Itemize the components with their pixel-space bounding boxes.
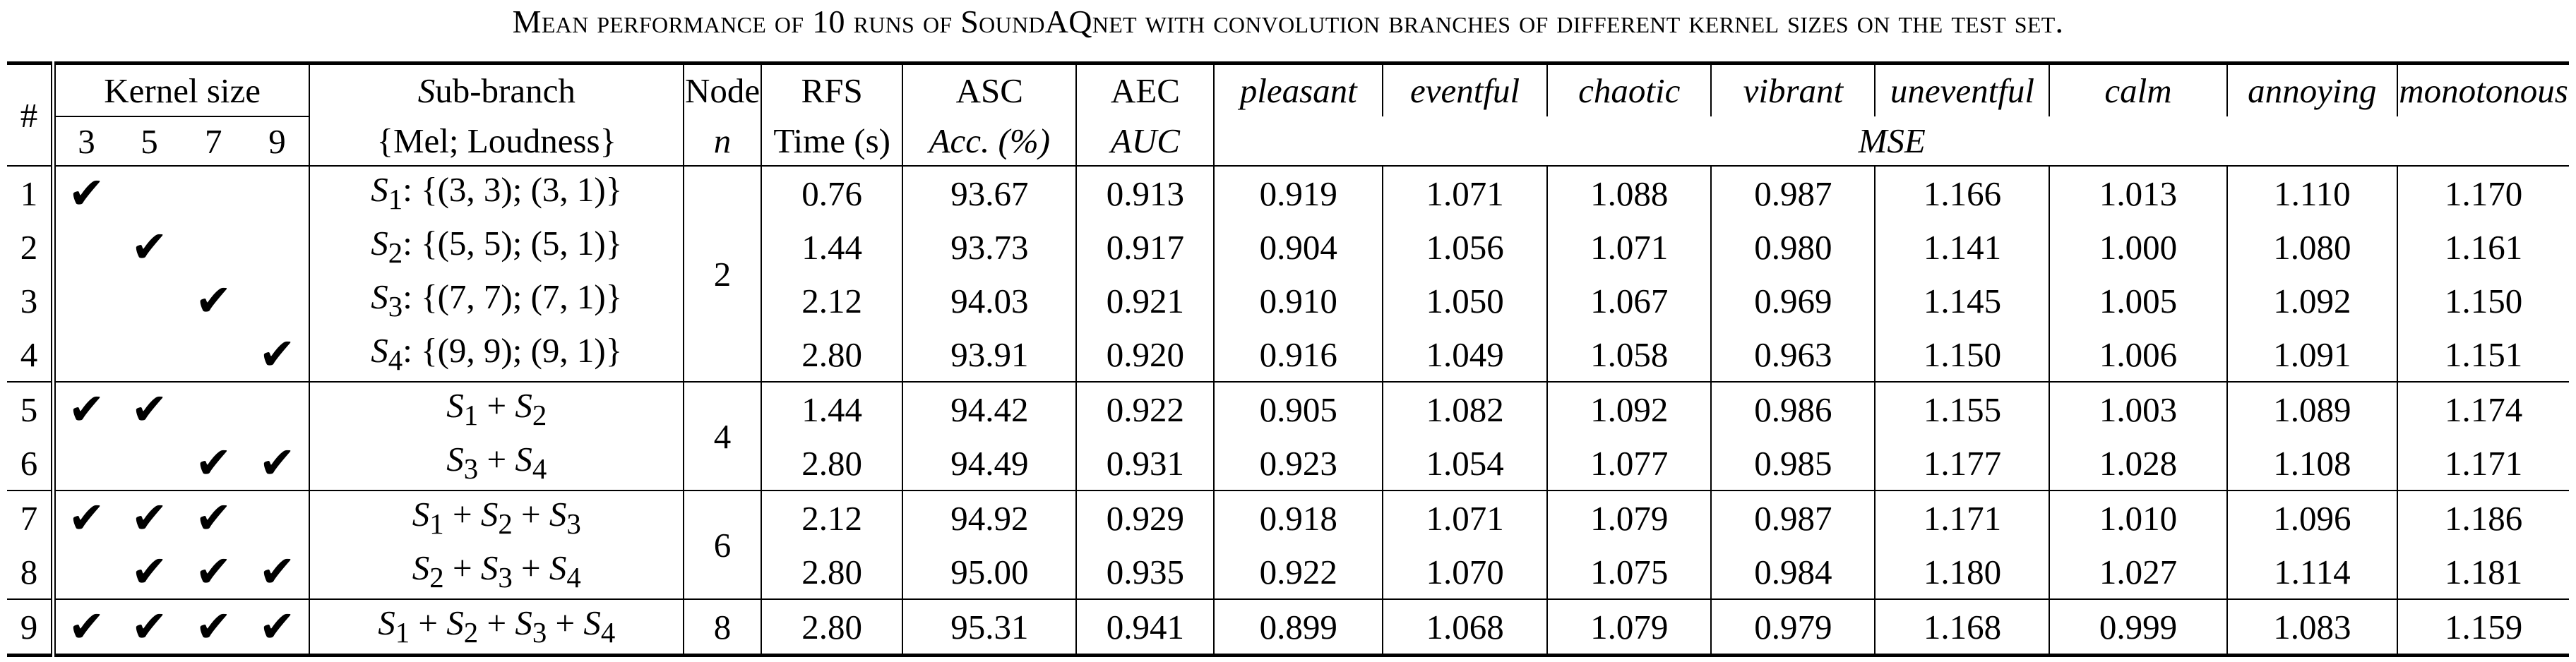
node-count: 4	[684, 382, 761, 491]
mse-chaotic: 1.067	[1547, 274, 1711, 327]
results-table	[7, 61, 2569, 657]
sub-branch-symbol: S	[446, 386, 464, 426]
mse-calm: 1.006	[2049, 327, 2226, 382]
checkmark-icon: ✔	[195, 275, 232, 326]
header-rfs-time: Time (s)	[761, 116, 903, 166]
sub-branch-index: 3	[498, 561, 513, 594]
checkmark-icon: ✔	[68, 167, 105, 219]
header-row-2	[7, 116, 2569, 166]
plus-sign: +	[512, 548, 549, 588]
kernel-cell	[53, 274, 117, 327]
mse-chaotic: 1.088	[1547, 166, 1711, 220]
header-attr-vibrant: vibrant	[1711, 64, 1875, 117]
kernel-cell	[181, 327, 246, 382]
header-kernel-3: 3	[53, 116, 117, 166]
plus-sign: +	[478, 603, 515, 643]
row-number: 5	[7, 382, 53, 436]
mse-pleasant: 0.905	[1214, 382, 1382, 436]
sub-branch-symbol: S	[549, 495, 567, 534]
sub-branch-cell	[309, 220, 684, 274]
mse-uneventful: 1.145	[1875, 274, 2049, 327]
mse-calm: 1.010	[2049, 491, 2226, 545]
sub-branch-index: 4	[566, 561, 581, 594]
checkmark-icon: ✔	[258, 546, 296, 597]
mse-calm: 1.027	[2049, 545, 2226, 599]
mse-calm: 0.999	[2049, 599, 2226, 656]
kernel-cell	[181, 599, 246, 656]
checkmark-icon: ✔	[195, 546, 232, 597]
checkmark-icon: ✔	[68, 601, 105, 652]
mse-calm: 1.013	[2049, 166, 2226, 220]
header-kernel-size: Kernel size	[53, 64, 309, 117]
kernel-cell	[246, 327, 310, 382]
header-rfs: RFS	[761, 64, 903, 117]
checkmark-icon: ✔	[131, 221, 168, 272]
mse-pleasant: 0.922	[1214, 545, 1382, 599]
mse-vibrant: 0.987	[1711, 166, 1875, 220]
rfs-time: 2.12	[761, 491, 903, 545]
mse-uneventful: 1.155	[1875, 382, 2049, 436]
rfs-time: 0.76	[761, 166, 903, 220]
sub-branch-index: 2	[388, 236, 403, 269]
mse-annoying: 1.092	[2227, 274, 2398, 327]
kernel-cell	[117, 491, 181, 545]
mse-vibrant: 0.979	[1711, 599, 1875, 656]
mse-annoying: 1.083	[2227, 599, 2398, 656]
asc-accuracy: 93.67	[902, 166, 1076, 220]
asc-accuracy: 94.92	[902, 491, 1076, 545]
mse-pleasant: 0.919	[1214, 166, 1382, 220]
checkmark-icon: ✔	[258, 601, 296, 652]
checkmark-icon: ✔	[258, 437, 296, 488]
checkmark-icon: ✔	[131, 492, 168, 543]
mse-eventful: 1.056	[1383, 220, 1547, 274]
sub-branch-symbol: S	[371, 224, 388, 263]
aec-auc: 0.920	[1076, 327, 1214, 382]
kernel-cell	[53, 545, 117, 599]
header-asc: ASC	[902, 64, 1076, 117]
rfs-time: 2.80	[761, 327, 903, 382]
mse-chaotic: 1.058	[1547, 327, 1711, 382]
kernel-cell	[53, 327, 117, 382]
mse-eventful: 1.068	[1383, 599, 1547, 656]
sub-branch-symbol: S	[446, 603, 464, 643]
header-attr-uneventful: uneventful	[1875, 64, 2049, 117]
header-attr-eventful: eventful	[1383, 64, 1547, 117]
header-sub-branch: Sub-branch	[309, 64, 684, 117]
mse-monotonous: 1.181	[2444, 552, 2523, 591]
sub-branch-kernels: : {(3, 3); (3, 1)}	[402, 170, 623, 210]
plus-sign: +	[443, 495, 481, 534]
kernel-cell	[53, 599, 117, 656]
kernel-cell	[117, 327, 181, 382]
kernel-cell	[181, 220, 246, 274]
sub-branch-index: 1	[395, 616, 410, 649]
header-aec: AEC	[1076, 64, 1214, 117]
kernel-cell	[181, 436, 246, 491]
sub-branch-index: 2	[429, 561, 444, 594]
aec-auc: 0.913	[1076, 166, 1214, 220]
sub-branch-cell	[309, 166, 684, 220]
table-row	[7, 436, 2569, 491]
mse-uneventful: 1.180	[1875, 545, 2049, 599]
sub-branch-index: 3	[532, 616, 547, 649]
kernel-cell	[53, 491, 117, 545]
kernel-cell	[246, 382, 310, 436]
kernel-cell	[246, 545, 310, 599]
header-asc-acc: Acc. (%)	[902, 116, 1076, 166]
mse-annoying: 1.108	[2227, 436, 2398, 491]
kernel-cell	[117, 436, 181, 491]
sub-branch-symbol: S	[371, 170, 388, 210]
table-row	[7, 599, 2569, 656]
header-kernel-5: 5	[117, 116, 181, 166]
sub-branch-index: 1	[388, 183, 403, 215]
row-number: 8	[7, 545, 53, 599]
checkmark-icon: ✔	[68, 383, 105, 435]
kernel-cell	[117, 382, 181, 436]
aec-auc: 0.929	[1076, 491, 1214, 545]
row-number: 1	[7, 166, 53, 220]
mse-vibrant: 0.980	[1711, 220, 1875, 274]
header-row-1	[7, 64, 2569, 117]
kernel-cell	[117, 220, 181, 274]
mse-annoying: 1.096	[2227, 491, 2398, 545]
table-row	[7, 491, 2569, 545]
plus-sign: +	[443, 548, 481, 588]
node-count: 8	[684, 599, 761, 656]
row-number: 3	[7, 274, 53, 327]
mse-uneventful: 1.168	[1875, 599, 2049, 656]
aec-auc: 0.941	[1076, 599, 1214, 656]
asc-accuracy: 93.91	[902, 327, 1076, 382]
mse-annoying: 1.080	[2227, 220, 2398, 274]
sub-branch-symbol: S	[378, 603, 395, 643]
header-attr-chaotic: chaotic	[1547, 64, 1711, 117]
mse-chaotic: 1.079	[1547, 491, 1711, 545]
header-node: Node	[684, 64, 761, 117]
row-number: 2	[7, 220, 53, 274]
sub-branch-symbol: S	[412, 495, 430, 534]
kernel-cell	[53, 436, 117, 491]
aec-auc: 0.917	[1076, 220, 1214, 274]
kernel-cell	[117, 545, 181, 599]
mse-monotonous: 1.186	[2397, 491, 2569, 545]
plus-sign: +	[547, 603, 584, 643]
sub-branch-symbol: S	[371, 331, 388, 371]
kernel-cell	[181, 545, 246, 599]
mse-eventful: 1.050	[1383, 274, 1547, 327]
mse-eventful: 1.071	[1383, 166, 1547, 220]
sub-branch-symbol: S	[446, 440, 464, 479]
mse-pleasant: 0.916	[1214, 327, 1382, 382]
sub-branch-cell	[309, 599, 684, 656]
checkmark-icon: ✔	[195, 492, 232, 543]
kernel-cell	[117, 274, 181, 327]
kernel-cell	[53, 166, 117, 220]
sub-branch-cell	[309, 327, 684, 382]
kernel-cell	[246, 166, 310, 220]
aec-auc: 0.922	[1076, 382, 1214, 436]
table-row	[7, 327, 2569, 382]
sub-branch-symbol: S	[515, 386, 532, 426]
sub-branch-symbol: S	[583, 603, 601, 643]
table-row	[7, 545, 2569, 599]
sub-branch-symbol: S	[480, 548, 499, 588]
header-kernel-7: 7	[181, 116, 246, 166]
sub-branch-cell	[309, 545, 684, 599]
sub-branch-index: 2	[463, 616, 479, 649]
kernel-cell	[246, 599, 310, 656]
mse-annoying: 1.089	[2227, 382, 2398, 436]
header-attr-calm: calm	[2049, 64, 2226, 117]
sub-branch-kernels: : {(9, 9); (9, 1)}	[402, 331, 623, 371]
mse-calm: 1.003	[2049, 382, 2226, 436]
checkmark-icon: ✔	[131, 383, 168, 435]
sub-branch-index: 2	[498, 507, 513, 540]
row-number: 9	[7, 599, 53, 656]
header-attr-pleasant: pleasant	[1214, 64, 1382, 117]
mse-vibrant: 0.987	[1711, 491, 1875, 545]
asc-accuracy: 94.42	[902, 382, 1076, 436]
mse-eventful: 1.070	[1383, 545, 1547, 599]
mse-monotonous: 1.161	[2444, 227, 2523, 267]
mse-pleasant: 0.918	[1214, 491, 1382, 545]
table-row	[7, 166, 2569, 220]
mse-monotonous: 1.151	[2444, 335, 2523, 374]
table-row	[7, 220, 2569, 274]
mse-annoying: 1.091	[2227, 327, 2398, 382]
kernel-cell	[246, 220, 310, 274]
mse-pleasant: 0.899	[1214, 599, 1382, 656]
rfs-time: 2.12	[761, 274, 903, 327]
mse-pleasant: 0.904	[1214, 220, 1382, 274]
asc-accuracy: 95.31	[902, 599, 1076, 656]
mse-chaotic: 1.079	[1547, 599, 1711, 656]
sub-branch-symbol: S	[480, 495, 499, 534]
mse-monotonous: 1.170	[2444, 174, 2523, 213]
kernel-cell	[246, 491, 310, 545]
sub-branch-cell	[309, 436, 684, 491]
plus-sign: +	[410, 603, 447, 643]
checkmark-icon: ✔	[131, 546, 168, 597]
aec-auc: 0.935	[1076, 545, 1214, 599]
node-count: 6	[684, 491, 761, 599]
sub-branch-index: 3	[463, 452, 479, 485]
sub-branch-index: 4	[600, 616, 616, 649]
table-row	[7, 382, 2569, 436]
plus-sign: +	[478, 440, 515, 479]
row-number: 6	[7, 436, 53, 491]
asc-accuracy: 94.03	[902, 274, 1076, 327]
mse-monotonous: 1.159	[2397, 599, 2569, 656]
kernel-cell	[181, 491, 246, 545]
kernel-cell	[117, 166, 181, 220]
header-attr-annoying: annoying	[2227, 64, 2398, 117]
header-aec-auc: AUC	[1076, 116, 1214, 166]
mse-uneventful: 1.177	[1875, 436, 2049, 491]
mse-eventful: 1.071	[1383, 491, 1547, 545]
kernel-cell	[181, 382, 246, 436]
rfs-time: 2.80	[761, 436, 903, 491]
mse-monotonous: 1.150	[2444, 281, 2523, 320]
row-number: 7	[7, 491, 53, 545]
mse-chaotic: 1.075	[1547, 545, 1711, 599]
mse-annoying: 1.110	[2227, 166, 2398, 220]
mse-monotonous: 1.174	[2397, 382, 2569, 436]
header-sub-branch-input: {Mel; Loudness}	[309, 116, 684, 166]
mse-pleasant: 0.910	[1214, 274, 1382, 327]
checkmark-icon: ✔	[258, 328, 296, 380]
mse-chaotic: 1.077	[1547, 436, 1711, 491]
checkmark-icon: ✔	[68, 492, 105, 543]
mse-calm: 1.005	[2049, 274, 2226, 327]
mse-uneventful: 1.166	[1875, 166, 2049, 220]
mse-vibrant: 0.963	[1711, 327, 1875, 382]
sub-branch-index: 2	[532, 399, 547, 431]
header-num: #	[7, 64, 53, 167]
rfs-time: 1.44	[761, 382, 903, 436]
aec-auc: 0.921	[1076, 274, 1214, 327]
mse-eventful: 1.082	[1383, 382, 1547, 436]
mse-pleasant: 0.923	[1214, 436, 1382, 491]
asc-accuracy: 95.00	[902, 545, 1076, 599]
sub-branch-index: 3	[566, 507, 581, 540]
table-caption	[0, 3, 2576, 40]
header-node-n: n	[684, 116, 761, 166]
checkmark-icon: ✔	[195, 601, 232, 652]
row-number: 4	[7, 327, 53, 382]
mse-vibrant: 0.986	[1711, 382, 1875, 436]
mse-vibrant: 0.984	[1711, 545, 1875, 599]
header-mse: MSE	[1214, 116, 2569, 166]
mse-chaotic: 1.092	[1547, 382, 1711, 436]
sub-branch-cell	[309, 382, 684, 436]
sub-branch-index: 4	[388, 344, 403, 376]
sub-branch-cell	[309, 274, 684, 327]
table-row	[7, 274, 2569, 327]
plus-sign: +	[512, 495, 549, 534]
caption-text: Mean performance of 10 runs of SoundAQnet with convolution branches of different kernel sizes on the test set.	[512, 4, 2064, 40]
sub-branch-symbol: S	[371, 277, 388, 317]
rfs-time: 1.44	[761, 220, 903, 274]
header-attr-monotonous: monotonous	[2397, 64, 2569, 117]
sub-branch-cell	[309, 491, 684, 545]
mse-uneventful: 1.150	[1875, 327, 2049, 382]
sub-branch-index: 1	[429, 507, 444, 540]
sub-branch-index: 3	[388, 290, 403, 323]
kernel-cell	[117, 599, 181, 656]
mse-eventful: 1.049	[1383, 327, 1547, 382]
kernel-cell	[246, 274, 310, 327]
kernel-cell	[246, 436, 310, 491]
kernel-cell	[53, 382, 117, 436]
rfs-time: 2.80	[761, 545, 903, 599]
mse-monotonous: 1.171	[2444, 443, 2523, 483]
mse-annoying: 1.114	[2227, 545, 2398, 599]
mse-vibrant: 0.985	[1711, 436, 1875, 491]
sub-branch-symbol: S	[412, 548, 430, 588]
rfs-time: 2.80	[761, 599, 903, 656]
asc-accuracy: 93.73	[902, 220, 1076, 274]
mse-eventful: 1.054	[1383, 436, 1547, 491]
sub-branch-kernels: : {(5, 5); (5, 1)}	[402, 224, 623, 263]
sub-branch-index: 4	[532, 452, 547, 485]
kernel-cell	[181, 166, 246, 220]
sub-branch-index: 1	[463, 399, 479, 431]
checkmark-icon: ✔	[131, 601, 168, 652]
node-count: 2	[684, 166, 761, 382]
mse-uneventful: 1.141	[1875, 220, 2049, 274]
kernel-cell	[181, 274, 246, 327]
sub-branch-symbol: S	[515, 603, 532, 643]
mse-vibrant: 0.969	[1711, 274, 1875, 327]
sub-branch-symbol: S	[515, 440, 532, 479]
aec-auc: 0.931	[1076, 436, 1214, 491]
kernel-cell	[53, 220, 117, 274]
mse-chaotic: 1.071	[1547, 220, 1711, 274]
sub-branch-kernels: : {(7, 7); (7, 1)}	[402, 277, 623, 317]
sub-branch-symbol: S	[549, 548, 567, 588]
mse-calm: 1.000	[2049, 220, 2226, 274]
checkmark-icon: ✔	[195, 437, 232, 488]
mse-calm: 1.028	[2049, 436, 2226, 491]
asc-accuracy: 94.49	[902, 436, 1076, 491]
mse-uneventful: 1.171	[1875, 491, 2049, 545]
plus-sign: +	[478, 386, 515, 426]
header-kernel-9: 9	[246, 116, 310, 166]
